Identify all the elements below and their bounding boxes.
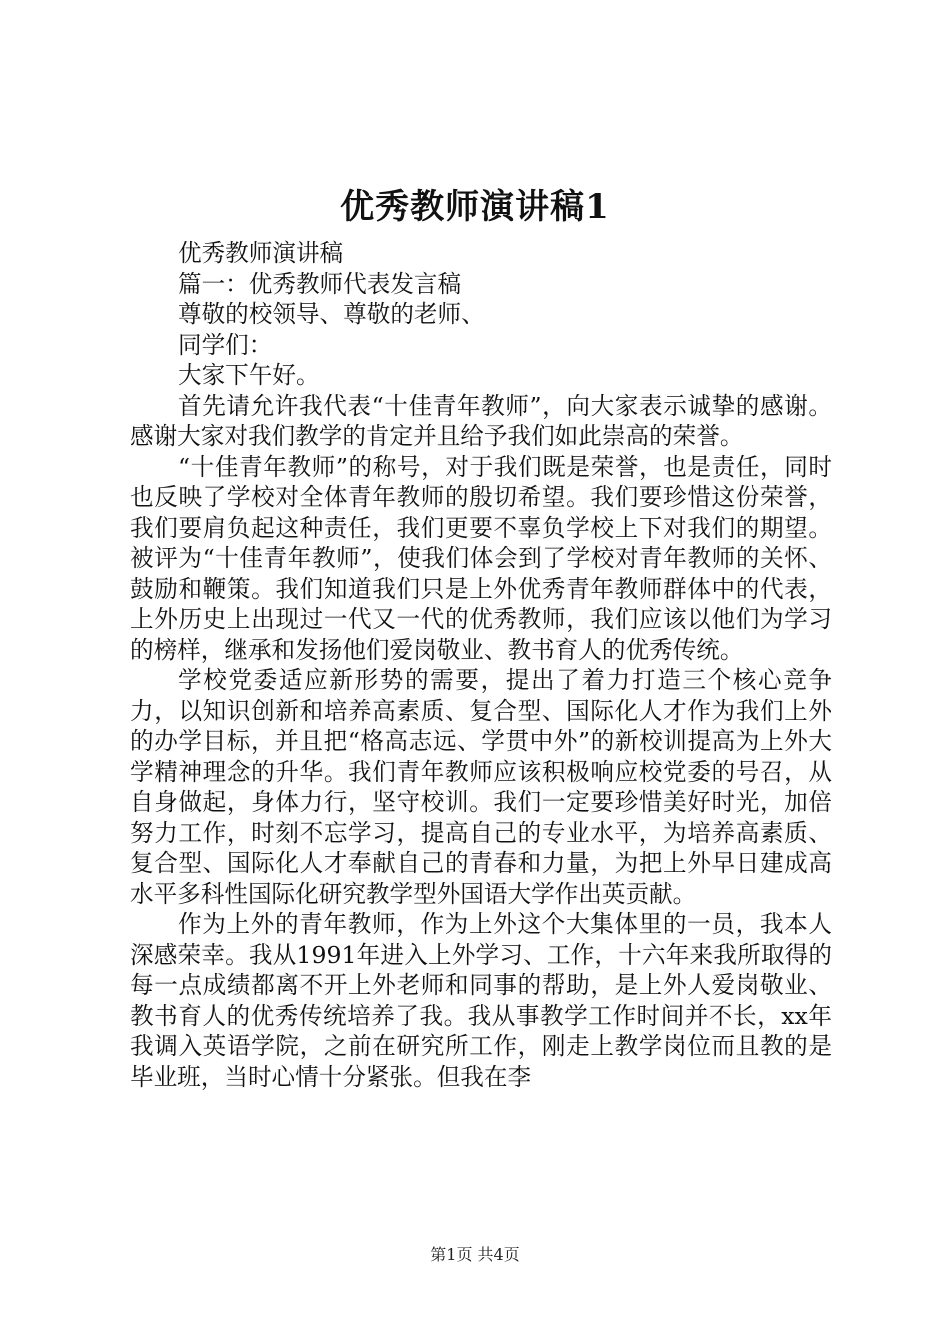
page-footer: 第1页 共4页 <box>430 1245 520 1264</box>
paragraph: 优秀教师演讲稿 <box>178 239 344 267</box>
document-title: 优秀教师演讲稿1 <box>340 187 610 227</box>
paragraph: 同学们： <box>178 330 273 359</box>
document-body <box>130 238 832 1092</box>
paragraph: “十佳青年教师”的称号，对于我们既是荣誉，也是责任，同时也反映了学校对全体青年教师的殷切希望。我们要珍惜这份荣誉，我们要肩负起这种责任，我们更要不辜负学校上下对我们的期望。被评为“十佳青年教师”，使我们体会到了学校对青年教师的关怀、鼓励和鞭策。我们知道我们只是上外优秀青年教师群体中的代表，上外历史上出现过一代又一代的优秀教师，我们应该以他们为学习的榜样，继承和发扬他们爱岗敬业、教书育人的优秀传统。 <box>130 452 832 664</box>
paragraph: 首先请允许我代表“十佳青年教师”，向大家表示诚挚的感谢。感谢大家对我们教学的肯定并且给予我们如此崇高的荣誉。 <box>130 391 832 450</box>
paragraph: 尊敬的校领导、尊敬的老师、 <box>178 300 485 328</box>
paragraph: 大家下午好。 <box>178 361 320 389</box>
paragraph: 篇一：优秀教师代表发言稿 <box>178 269 462 298</box>
paragraph: 作为上外的青年教师，作为上外这个大集体里的一员，我本人深感荣幸。我从1991年进入上外学习、工作，十六年来我所取得的每一点成绩都离不开上外老师和同事的帮助，是上外人爱岗敬业、教书育人的优秀传统培养了我。我从事教学工作时间并不长，xx年我调入英语学院，之前在研究所工作，刚走上教学岗位而且教的是毕业班，当时心情十分紧张。但我在李 <box>130 910 832 1091</box>
paragraph: 学校党委适应新形势的需要，提出了着力打造三个核心竞争力，以知识创新和培养高素质、复合型、国际化人才作为我们上外的办学目标，并且把“格高志远、学贯中外”的新校训提高为上外大学精神理念的升华。我们青年教师应该积极响应校党委的号召，从自身做起，身体力行，坚守校训。我们一定要珍惜美好时光，加倍努力工作，时刻不忘学习，提高自己的专业水平，为培养高素质、复合型、国际化人才奉献自己的青春和力量，为把上外早日建成高水平多科性国际化研究教学型外国语大学作出英贡献。 <box>130 666 832 908</box>
